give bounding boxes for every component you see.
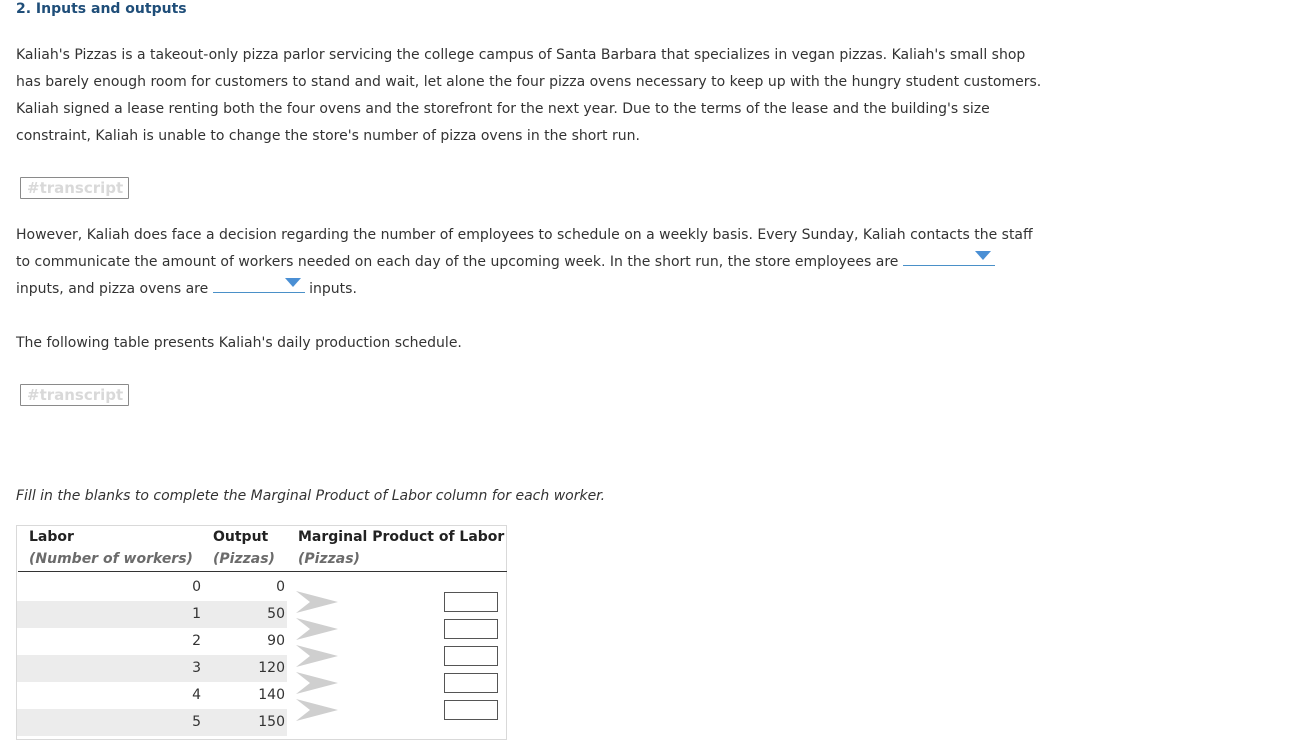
mpl-header-unit: (Pizzas)	[298, 551, 360, 567]
table-row	[17, 655, 287, 682]
output-cell: 140	[258, 687, 285, 703]
header-divider	[18, 571, 507, 572]
chevron-down-icon	[975, 251, 991, 260]
output-header	[213, 526, 275, 570]
question-text-part1: However, Kaliah does face a decision regarding the number of employees to schedule on a weekly basis. Every Sunday, Kaliah contacts the staff to communicate the amount of workers needed on each day of the upcoming week. In the short run, the store employees are	[16, 227, 1033, 270]
mpl-header-title: Marginal Product of Labor	[298, 529, 505, 545]
mpl-input-worker-3[interactable]	[444, 646, 498, 666]
table-row	[17, 601, 287, 628]
chevron-right-icon	[296, 616, 338, 642]
output-cell: 90	[267, 633, 285, 649]
output-cell: 120	[258, 660, 285, 676]
labor-cell: 5	[192, 714, 201, 730]
mpl-input-worker-2[interactable]	[444, 619, 498, 639]
mpl-input-worker-1[interactable]	[444, 592, 498, 612]
labor-cell: 2	[192, 633, 201, 649]
output-cell: 0	[276, 579, 285, 595]
chevron-right-icon	[296, 589, 338, 615]
output-header-title: Output	[213, 529, 269, 545]
mpl-input-worker-4[interactable]	[444, 673, 498, 693]
section-title: 2. Inputs and outputs	[16, 1, 187, 17]
labor-header	[29, 526, 193, 570]
question-text-part3: inputs.	[309, 281, 357, 297]
mpl-input-worker-5[interactable]	[444, 700, 498, 720]
table-row	[17, 574, 287, 601]
chevron-right-icon	[296, 670, 338, 696]
transcript-button-1[interactable]: #transcript	[20, 177, 129, 199]
output-cell: 50	[267, 606, 285, 622]
table-intro-paragraph: The following table presents Kaliah's daily production schedule.	[16, 335, 462, 351]
labor-cell: 1	[192, 606, 201, 622]
chevron-down-icon	[285, 278, 301, 287]
production-table	[16, 525, 507, 740]
output-header-unit: (Pizzas)	[213, 551, 275, 567]
chevron-right-icon	[296, 643, 338, 669]
instruction-text: Fill in the blanks to complete the Marginal Product of Labor column for each worker.	[16, 488, 606, 504]
scenario-paragraph: Kaliah's Pizzas is a takeout-only pizza parlor servicing the college campus of Santa Barbara that specializes in vegan pizzas. Kaliah's small shop has barely enough room for customers to stand and wait, let alone the four pizza ovens necessary to keep up with the hungry student customers. Kaliah signed a lease renting both the four ovens and the storefront for the next year. Due to the terms of the lease and the building's size constraint, Kaliah is unable to change the store's number of pizza ovens in the short run.	[16, 47, 1042, 144]
labor-header-title: Labor	[29, 529, 74, 545]
question-text-part2: inputs, and pizza ovens are	[16, 281, 209, 297]
labor-cell: 3	[192, 660, 201, 676]
transcript-button-2[interactable]: #transcript	[20, 384, 129, 406]
labor-header-unit: (Number of workers)	[29, 551, 193, 567]
employees-input-type-dropdown[interactable]	[903, 249, 995, 266]
output-cell: 150	[258, 714, 285, 730]
labor-cell: 4	[192, 687, 201, 703]
table-row	[17, 682, 287, 709]
ovens-input-type-dropdown[interactable]	[213, 276, 305, 293]
question-paragraph	[16, 222, 1046, 303]
table-row	[17, 628, 287, 655]
mpl-header	[298, 526, 504, 570]
chevron-right-icon	[296, 697, 338, 723]
table-row	[17, 709, 287, 736]
labor-cell: 0	[192, 579, 201, 595]
